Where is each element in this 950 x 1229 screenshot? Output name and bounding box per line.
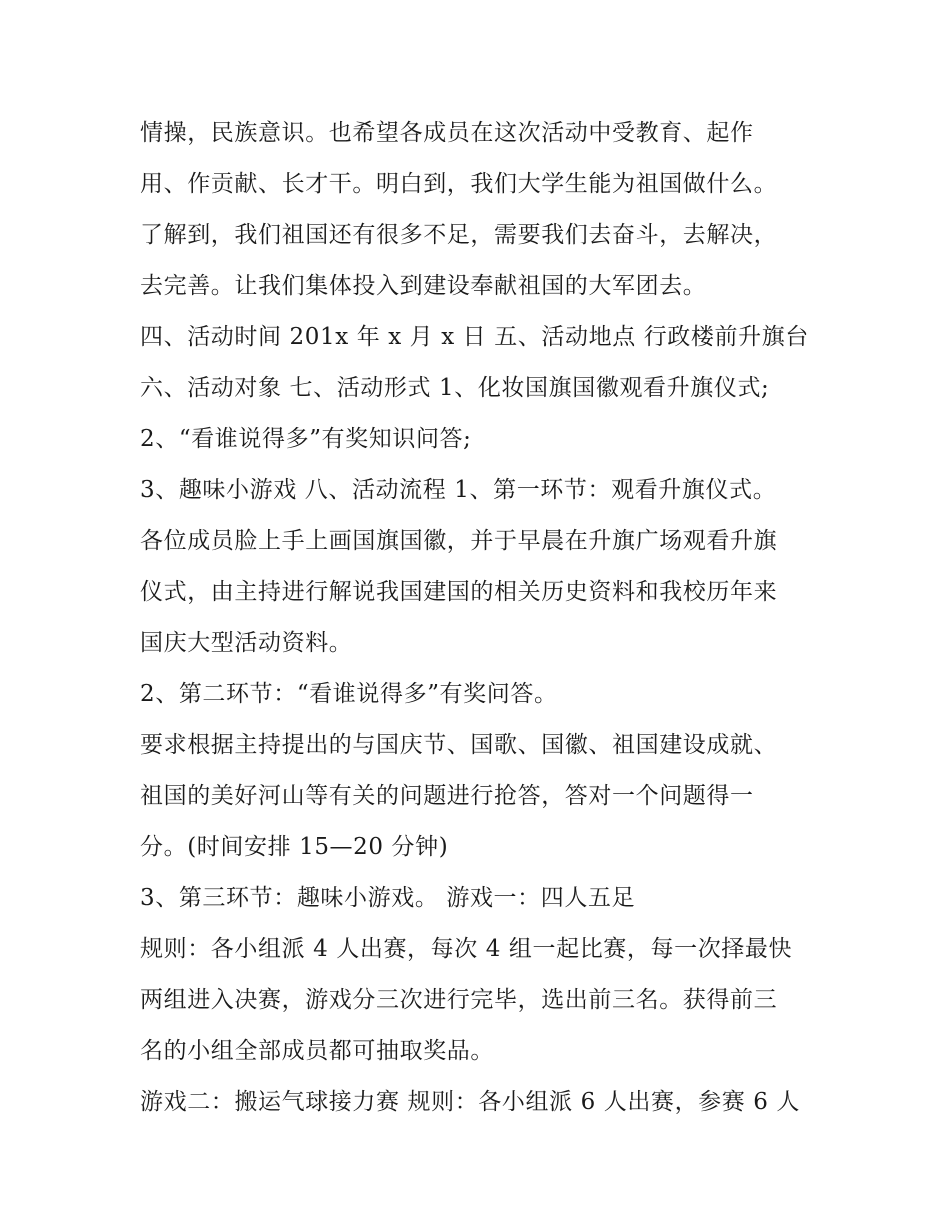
text-line: 四、活动时间 201x 年 x 月 x 日 五、活动地点 行政楼前升旗台 — [140, 324, 809, 350]
text-line: 两组进入决赛，游戏分三次进行完毕，选出前三名。获得前三 — [140, 987, 778, 1013]
text-line: 了解到，我们祖国还有很多不足，需要我们去奋斗，去解决， — [140, 222, 778, 248]
text-line: 2、第二环节：“看谁说得多”有奖问答。 — [140, 681, 558, 707]
text-line: 六、活动对象 七、活动形式 1、化妆国旗国徽观看升旗仪式; — [140, 375, 770, 401]
text-line: 仪式，由主持进行解说我国建国的相关历史资料和我校历年来 — [140, 579, 778, 605]
text-line: 分。(时间安排 15—20 分钟) — [140, 834, 449, 860]
document-body — [140, 108, 820, 1128]
text-line: 规则：各小组派 4 人出赛，每次 4 组一起比赛，每一次择最快 — [140, 936, 793, 962]
text-line: 3、第三环节：趣味小游戏。 游戏一：四人五足 — [140, 885, 636, 911]
text-line: 要求根据主持提出的与国庆节、国歌、国徽、祖国建设成就、 — [140, 732, 778, 758]
text-line: 用、作贡献、长才干。明白到，我们大学生能为祖国做什么。 — [140, 171, 778, 197]
text-line: 2、“看谁说得多”有奖知识问答; — [140, 426, 472, 452]
text-line: 各位成员脸上手上画国旗国徽，并于早晨在升旗广场观看升旗 — [140, 528, 778, 554]
text-line: 祖国的美好河山等有关的问题进行抢答，答对一个问题得一 — [140, 783, 754, 809]
text-line: 去完善。让我们集体投入到建设奉献祖国的大军团去。 — [140, 273, 707, 299]
text-line: 3、趣味小游戏 八、活动流程 1、第一环节：观看升旗仪式。 — [140, 477, 777, 503]
text-line: 情操，民族意识。也希望各成员在这次活动中受教育、起作 — [140, 120, 754, 146]
text-line: 游戏二：搬运气球接力赛 规则：各小组派 6 人出赛，参赛 6 人 — [140, 1089, 801, 1115]
text-line: 国庆大型活动资料。 — [140, 630, 353, 656]
text-line: 名的小组全部成员都可抽取奖品。 — [140, 1038, 494, 1064]
